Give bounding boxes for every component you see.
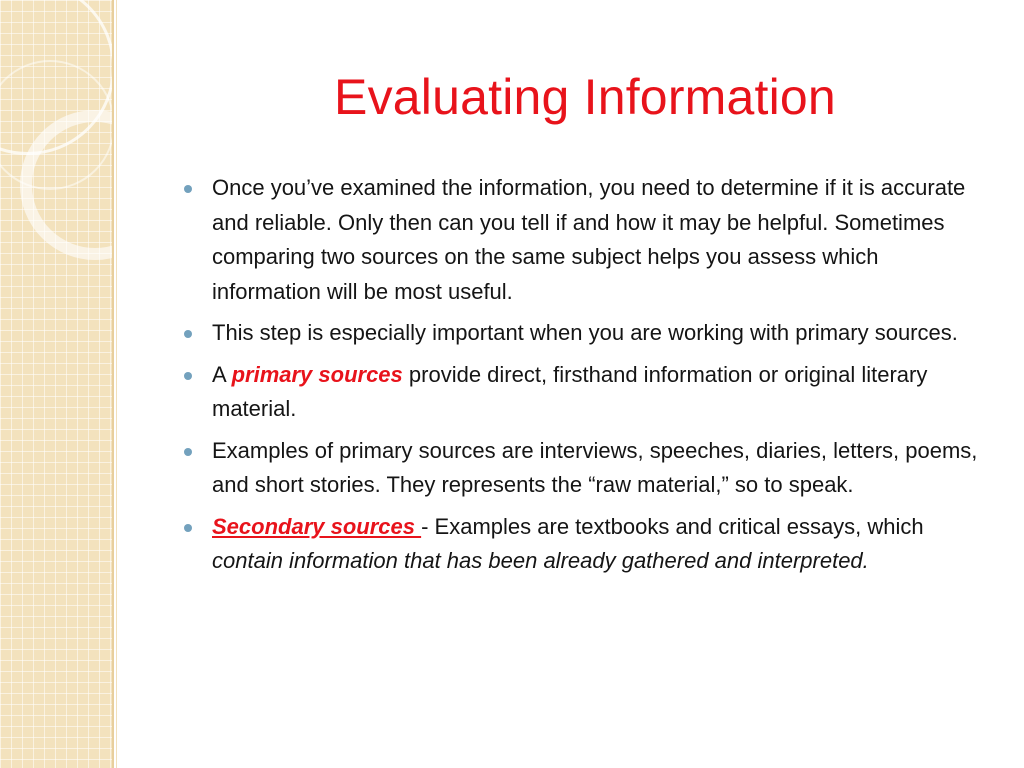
decorative-side-panel	[0, 0, 112, 768]
bullet-text: Examples of primary sources are interviews, speeches, diaries, letters, poems, and short stories. They represents the “raw material,” so to speak.	[212, 437, 978, 497]
decorative-ring	[20, 110, 170, 260]
bullet-marker-icon	[184, 372, 192, 380]
bullet-item	[183, 434, 993, 503]
slide-title: Evaluating Information	[334, 69, 836, 125]
bullet-italic-text: contain information that has been already gathered and interpreted.	[212, 548, 869, 573]
secondary-sources-term: Secondary sources	[212, 513, 422, 539]
side-divider	[116, 0, 117, 768]
bullet-middle: - Examples are textbooks and critical essays, which	[421, 513, 924, 539]
bullet-text: Once you’ve examined the information, you need to determine if it is accurate and reliable. Only then can you tell if and how it may be helpful. Sometimes comparing two sources on the same subject helps you assess which information will be most useful.	[212, 175, 966, 304]
bullet-item	[183, 316, 993, 351]
bullet-marker-icon	[184, 185, 192, 193]
bullet-item	[183, 171, 993, 309]
bullet-prefix: A	[212, 361, 232, 387]
bullet-suffix: provide direct, firsthand information or original literary material.	[212, 361, 928, 421]
bullet-text: This step is especially important when you are working with primary sources.	[212, 320, 958, 345]
bullet-list	[183, 171, 993, 586]
side-divider	[112, 0, 114, 768]
bullet-item	[183, 358, 993, 427]
bullet-marker-icon	[184, 448, 192, 456]
bullet-marker-icon	[184, 330, 192, 338]
bullet-item	[183, 510, 993, 579]
bullet-marker-icon	[184, 524, 192, 532]
primary-sources-term: primary sources	[231, 361, 403, 387]
